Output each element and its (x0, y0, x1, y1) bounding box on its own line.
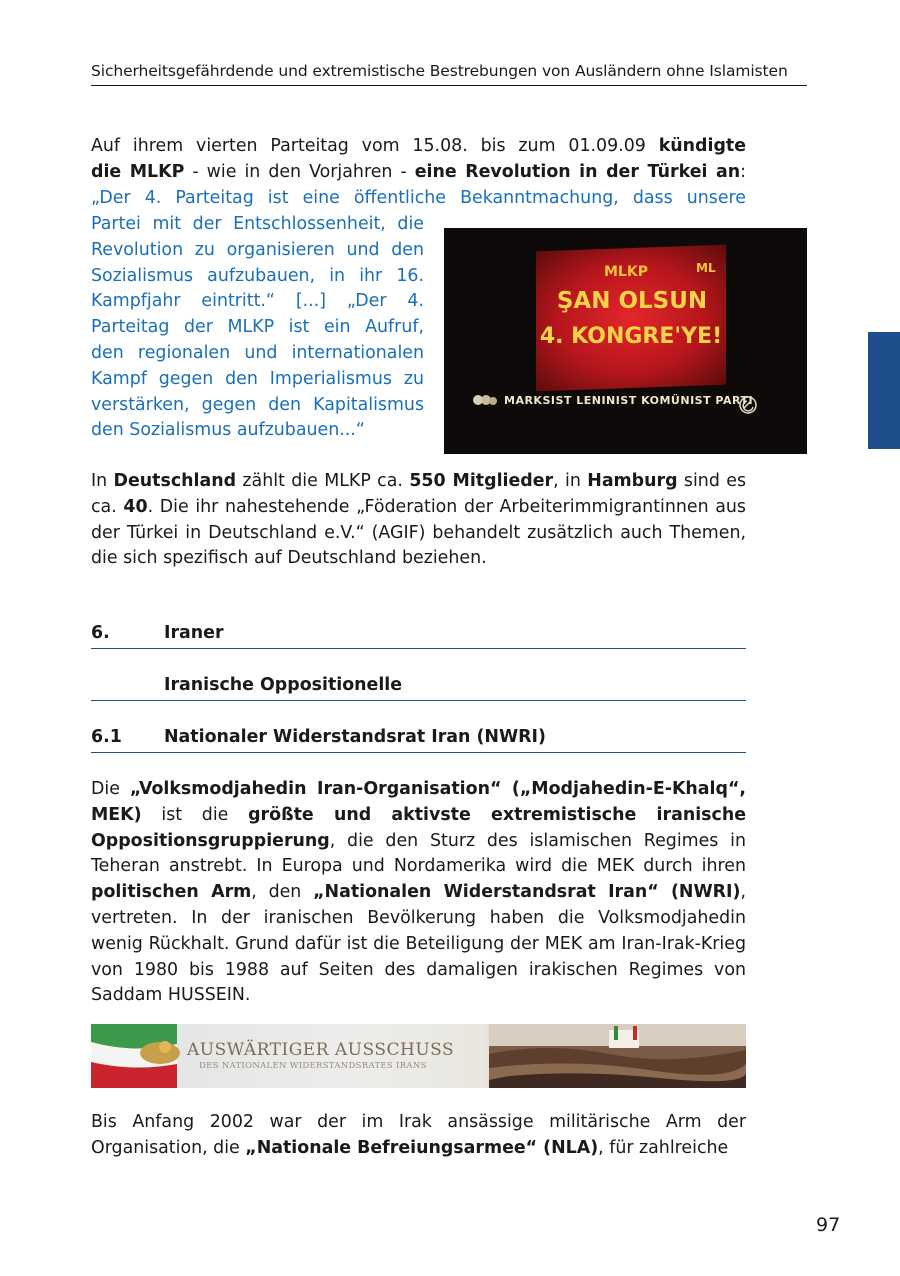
intro-text: : (740, 161, 746, 182)
mek-text: ist die (141, 804, 249, 825)
mek-bold-text: „Nationalen Widerstandsrat Iran“ (NWRI) (313, 882, 741, 903)
running-header: Sicherheitsgefährdende und extremistische Bestrebungen von Ausländern ohne Islamisten (91, 62, 807, 86)
banner-party-name: MARKSIST LENINIST KOMÜNIST PARTI (504, 394, 754, 407)
quote-line: Revolution zu organisieren und den (91, 239, 424, 260)
quote-line: Sozialismus aufzubauen, in ihr 16. (91, 265, 424, 286)
intro-paragraph (91, 134, 746, 211)
hammer-sickle-icon (738, 396, 764, 414)
mek-text: , vertreten. In der iranischen Bevölkerung haben die Volksmodjahedin wenig Rückhalt. Grund dafür ist die Beteiligung der MEK am Iran-Irak-Krieg von 1980 bis 1988 auf Seiten des damaligen irakischen Regimes von Saddam HUSSEIN. (91, 882, 746, 1006)
section-heading-6 (91, 623, 746, 649)
banner-subtitle: DES NATIONALEN WIDERSTANDSRATES IRANS (199, 1061, 427, 1071)
germany-bold-text: 550 Mitglieder (409, 471, 554, 491)
mek-bold-text: „Volksmodjahedin Iran-Organisation“ („Modjahedin-E-Khalq“, MEK) (91, 779, 746, 825)
section-number: 6.1 (91, 727, 122, 747)
quote-line: den regionalen und internationalen (91, 342, 424, 363)
mek-bold-text: größte und aktivste extremistische iranische Oppositionsgruppierung (91, 804, 746, 851)
final-text: Bis Anfang 2002 war der im Irak ansässige militärische Arm der Organisation, die (91, 1112, 746, 1158)
chapter-tab-marker (868, 332, 900, 449)
portraits-emblem-icon (472, 392, 498, 410)
final-bold-text: „Nationale Befreiungsarmee“ (NLA) (245, 1137, 599, 1158)
mek-paragraph (91, 777, 746, 1009)
quote-line: „Der 4. Parteitag ist eine öffentliche Bekanntmachung, dass unsere (91, 187, 746, 208)
germany-text: zählt die MLKP ca. (236, 471, 410, 491)
section-title: Iraner (164, 623, 224, 643)
mek-text: Die (91, 779, 130, 799)
germany-text: . Die ihr nahestehende „Föderation der Arbeiterimmigrantinnen aus der Türkei in Deutschland e.V.“ (AGIF) behandelt zusätzlich auch Themen, die sich spezifisch auf Deutschland beziehen. (91, 496, 746, 569)
intro-text: Auf ihrem vierten Parteitag vom 15.08. bis zum 01.09.09 (91, 136, 659, 156)
page-number: 97 (816, 1214, 841, 1236)
quote-paragraph (91, 212, 424, 444)
assembly-hall-photo (489, 1024, 746, 1088)
intro-bold-text: die MLKP (91, 161, 185, 182)
mlkp-congress-photo (444, 228, 807, 454)
section-title: Nationaler Widerstandsrat Iran (NWRI) (164, 727, 546, 747)
lion-sun-emblem-icon (135, 1038, 185, 1068)
banner-title: AUSWÄRTIGER AUSSCHUSS (187, 1040, 455, 1060)
section-heading-6-1 (91, 727, 746, 753)
section-number: 6. (91, 623, 110, 643)
intro-bold-text: eine Revolution in der Türkei an (414, 161, 741, 182)
intro-bold-text: kündigte (658, 136, 746, 156)
germany-text: sind es ca. (91, 471, 747, 517)
quote-line: Parteitag der MLKP ist ein Aufruf, (91, 317, 424, 338)
intro-text: - wie in den Vorjahren - (184, 161, 415, 182)
quote-line: Kampfjahr eintritt.“ [...] „Der 4. (91, 291, 424, 312)
banner-ml-text: ML (696, 261, 716, 275)
germany-bold-text: Deutschland (113, 471, 237, 491)
mek-bold-text: politischen Arm (91, 882, 252, 903)
quote-line: Kampf gegen den Imperialismus zu (91, 368, 424, 389)
final-text: , für zahlreiche (598, 1137, 729, 1158)
banner-mlkp-text: MLKP (604, 264, 648, 280)
germany-paragraph (91, 469, 746, 572)
germany-text: , in (553, 471, 588, 491)
final-paragraph (91, 1110, 746, 1162)
quote-line: Partei mit der Entschlossenheit, die (91, 214, 424, 234)
mek-text: , den (251, 882, 314, 903)
germany-bold-text: Hamburg (587, 471, 678, 491)
nwri-banner-image (91, 1024, 746, 1088)
banner-slogan-line2: 4. KONGRE'YE! (539, 324, 723, 349)
banner-slogan-line1: ŞAN OLSUN (556, 288, 708, 314)
quote-line: den Sozialismus aufzubauen...“ (91, 420, 365, 441)
germany-bold-text: 40 (123, 496, 148, 517)
mek-text: , die den Sturz des islamischen Regimes in Teheran anstrebt. In Europa und Nordamerika wird die MEK durch ihren (91, 830, 746, 877)
quote-line: verstärken, gegen den Kapitalismus (91, 394, 424, 415)
section-subtitle: Iranische Oppositionelle (164, 675, 403, 695)
section-subheading (91, 675, 746, 701)
germany-text: In (91, 471, 114, 491)
